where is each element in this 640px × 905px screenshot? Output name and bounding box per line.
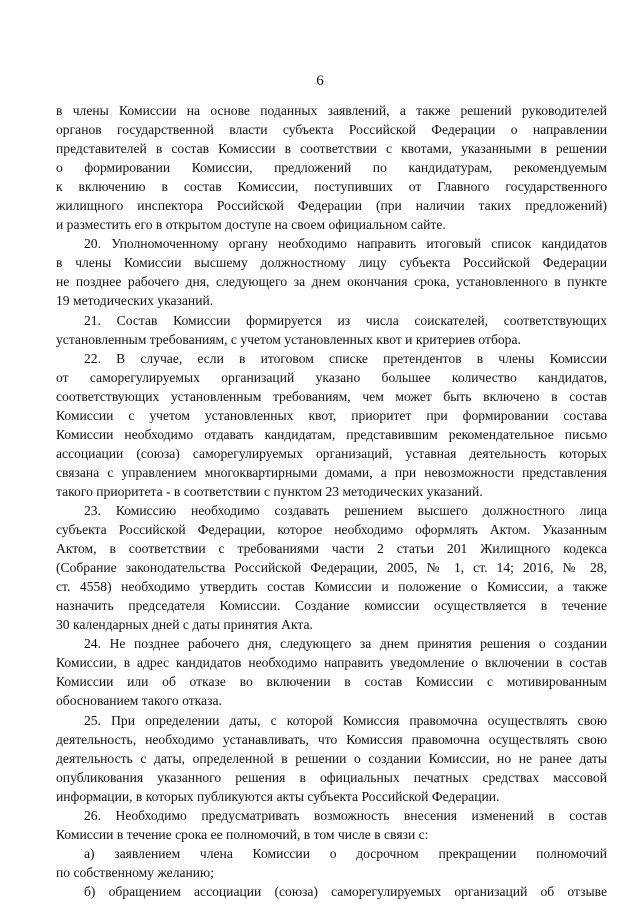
text-line: субъекта Российской Федерации, которое необходимо оформлять Актом. Указанным: [56, 522, 607, 538]
text-line: 30 календарных дней с даты принятия Акта.: [56, 617, 313, 633]
text-line: информации, в которых публикуются акты субъекта Российской Федерации.: [56, 788, 500, 804]
text-line: Комиссии, в адрес кандидатов необходимо направить уведомление о включении в состав: [56, 655, 607, 671]
text-line: соответствующих установленным требованиям, чем может быть включено в состав: [56, 388, 607, 404]
text-line: 20. Уполномоченному органу необходимо направить итоговый список кандидатов: [84, 236, 607, 252]
text-line: Актом, в соответствии с требованиями части 2 статьи 201 Жилищного кодекса: [56, 541, 607, 557]
body-text: [56, 101, 607, 901]
text-line: Комиссии с учетом установленных квот, приоритет при формировании состава: [56, 407, 607, 423]
page-number: 6: [316, 73, 324, 89]
text-line: (Собрание законодательства Российской Федерации, 2005, № 1, ст. 14; 2016, № 28,: [56, 560, 607, 576]
text-line: такого приоритета - в соответствии с пунктом 23 методических указаний.: [56, 483, 483, 499]
text-line: б) обращением ассоциации (союза) саморегулируемых организаций об отзыве: [84, 883, 607, 899]
text-line: ст. 4558) необходимо утвердить состав Комиссии и положение о Комиссии, а также: [56, 579, 607, 595]
text-line: о формировании Комиссии, предложений по кандидатурам, рекомендуемым: [56, 160, 607, 176]
text-line: 22. В случае, если в итоговом списке претендентов в члены Комиссии: [84, 350, 607, 366]
text-line: 19 методических указаний.: [56, 293, 214, 309]
text-line: 26. Необходимо предусматривать возможность внесения изменений в состав: [84, 807, 607, 823]
text-line: установленным требованиям, с учетом установленных квот и критериев отбора.: [56, 331, 521, 347]
text-line: в члены Комиссии на основе поданных заявлений, а также решений руководителей: [56, 103, 607, 118]
text-line: представителей в состав Комиссии в соответствии с квотами, указанными в решении: [56, 141, 607, 157]
text-line: назначить председателя Комиссии. Создание комиссии осуществляется в течение: [56, 598, 607, 614]
text-line: Комиссии или об отказе во включении в состав Комиссии с мотивированным: [56, 674, 607, 690]
text-line: опубликования указанного решения в официальных печатных средствах массовой: [56, 769, 607, 785]
text-line: 21. Состав Комиссии формируется из числа соискателей, соответствующих: [84, 312, 607, 328]
text-line: ассоциации (союза) саморегулируемых организаций, уставная деятельность которых: [56, 445, 607, 461]
text-line: 23. Комиссию необходимо создавать решением высшего должностного лица: [84, 502, 607, 518]
text-line: и разместить его в открытом доступе на своем официальном сайте.: [56, 217, 446, 233]
text-line: органов государственной власти субъекта Российской Федерации о направлении: [56, 122, 607, 138]
text-line: не позднее рабочего дня, следующего за днем окончания срока, установленного в пункте: [56, 274, 607, 290]
text-line: жилищного инспектора Российской Федерации (при наличии таких предложений): [56, 198, 607, 214]
text-line: Комиссии необходимо отдавать кандидатам, представившим рекомендательное письмо: [56, 426, 607, 442]
text-line: а) заявлением члена Комиссии о досрочном прекращении полномочий: [84, 845, 607, 861]
text-line: деятельность с даты, определенной в решении о создании Комиссии, но не ранее даты: [56, 750, 607, 766]
text-line: в члены Комиссии высшему должностному лицу субъекта Российской Федерации: [56, 255, 607, 271]
text-line: связана с управлением многоквартирными домами, а при невозможности представления: [56, 464, 607, 480]
text-line: 24. Не позднее рабочего дня, следующего за днем принятия решения о создании: [84, 636, 607, 652]
text-line: деятельность, необходимо устанавливать, что Комиссия правомочна осуществлять свою: [56, 731, 607, 747]
text-line: от саморегулируемых организаций указано большее количество кандидатов,: [56, 369, 607, 385]
text-line: обоснованием такого отказа.: [56, 693, 222, 709]
text-line: к включению в состав Комиссии, поступивших от Главного государственного: [56, 179, 607, 195]
text-line: 25. При определении даты, с которой Комиссия правомочна осуществлять свою: [84, 712, 607, 728]
text-line: Комиссии в течение срока ее полномочий, в том числе в связи с:: [56, 826, 429, 842]
text-line: по собственному желанию;: [56, 864, 214, 880]
